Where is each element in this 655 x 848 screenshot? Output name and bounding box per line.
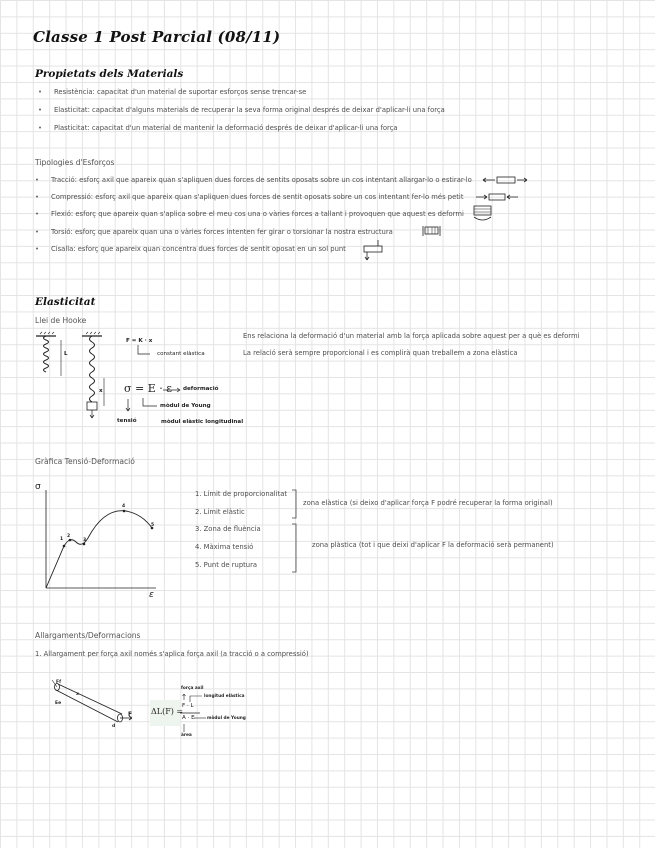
cisalla-diagram [362,240,384,262]
zone-brackets [290,488,302,574]
point-mark-4: 4 [122,504,126,509]
list-item: • Tracció: esforç axil que apareix quan s'apliquen dues forces de sentits oposats sobre un cos intentant allargar-lo o estirar-lo [51,176,472,184]
y-axis-label: σ [35,482,41,492]
traccio-diagram [483,174,531,186]
hooke-note-2: La relació serà sempre proporcional i es complirà quan treballem a zona elàstica [243,349,518,357]
flexio-diagram [472,205,494,223]
spring-x-label: x [99,388,103,394]
constant-arrow [136,345,152,357]
modul-long-label: mòdul elàstic longitudinal [161,419,244,425]
curve-point-4 [123,510,126,513]
stress-arrows [126,384,186,416]
section-heading-esforcos: Tipologies d'Esforços [35,158,115,167]
bar-annotation-bottom: Ee [55,701,62,706]
compressio-diagram [476,191,524,203]
modul-label: mòdul de Young [160,403,211,409]
section-heading-allargaments: Allargaments/Deformacions [35,631,141,640]
bar-annotation-d: d [112,724,116,729]
stress-strain-curve [46,511,155,588]
curve-point-3 [83,543,86,546]
bar-axial-diagram [52,678,134,730]
springs-diagram [34,332,114,424]
point-mark-1: 1 [60,537,64,542]
list-item: • Torsió: esforç que apareix quan una o vàries forces intenten fer girar o torsionar la nostra estructura [51,228,393,236]
page-title: Classe 1 Post Parcial (08/11) [33,28,281,46]
curve-point-2 [69,539,72,542]
section-heading-elasticitat: Elasticitat [35,296,96,308]
spring-l-label: L [64,351,68,357]
zona-elastica-note: zona elàstica (si deixo d'aplicar força F podré recuperar la forma original) [303,499,553,507]
list-item: • Resistència: capacitat d'un material de suportar esforços sense trencar-se [54,88,306,96]
bar-annotation-top: Ff [56,680,62,685]
chart-point-3: 3. Zona de fluència [195,525,261,533]
chart-point-4: 4. Màxima tensió [195,543,254,551]
section-heading-grafica: Gràfica Tensió-Deformació [35,457,135,466]
elongation-formula-lhs: ΔL(F) = [151,707,184,716]
chart-point-1: 1. Límit de proporcionalitat [195,490,288,498]
area-label: àrea [181,733,192,738]
elongation-formula-numerator: F · L [182,703,194,709]
formula-arrows [180,690,210,734]
chart-point-2: 2. Límit elàstic [195,508,245,516]
x-axis-label: ε [149,590,154,600]
stress-strain-chart [34,484,164,596]
force-axil-label: força axil [181,686,204,691]
list-item: • Compressió: esforç axil que apareix quan s'apliquen dues forces de sentit oposats sobre un cos intentant fer-lo més petit [51,193,463,201]
longitud-label: longitud elàstica [204,694,245,699]
list-item: • Plasticitat: capacitat d'un material de mantenir la deformació després de deixar d'aplicar-li una força [54,124,398,132]
constant-label: constant elàstica [157,351,205,357]
bar-force-label: F [128,711,133,718]
point-mark-5: 5 [151,523,155,528]
tensio-label: tensió [117,418,137,424]
young-label: mòdul de Young [207,716,246,721]
elongation-formula-denominator: A · E [182,715,195,721]
hooke-note-1: Ens relaciona la deformació d'un material amb la força aplicada sobre aquest per a què es deformi [243,332,580,340]
bar-annotation-x: x [76,692,79,697]
list-item: • Cisalla: esforç que apareix quan concentra dues forces de sentit oposat en un sol punt [51,245,346,253]
stress-formula: σ = E · ε [124,382,172,395]
section-heading-propietats: Propietats dels Materials [35,68,184,80]
point-mark-2: 2 [67,534,71,539]
chart-point-5: 5. Punt de ruptura [195,561,258,569]
list-item: • Elasticitat: capacitat d'alguns materials de recuperar la seva forma original després de deixar d'aplicar-li una força [54,106,445,114]
deformacio-label: deformació [183,386,219,392]
zona-plastica-note: zona plàstica (tot i que deixi d'aplicar F la deformació serà permanent) [312,541,554,549]
curve-point-1 [63,545,66,548]
torsio-diagram [422,224,442,238]
hooke-label: Llei de Hooke [35,316,87,325]
list-item: • Flexió: esforç que apareix quan s'aplica sobre el meu cos una o vàries forces a tallant i provoquen que aquest es deformi [51,210,464,218]
hooke-formula: F = K · x [126,338,153,344]
point-mark-3: 3 [83,538,87,543]
allargament-item-1: 1. Allargament per força axil només s'aplica força axil (a tracció o a compressió) [35,650,309,658]
